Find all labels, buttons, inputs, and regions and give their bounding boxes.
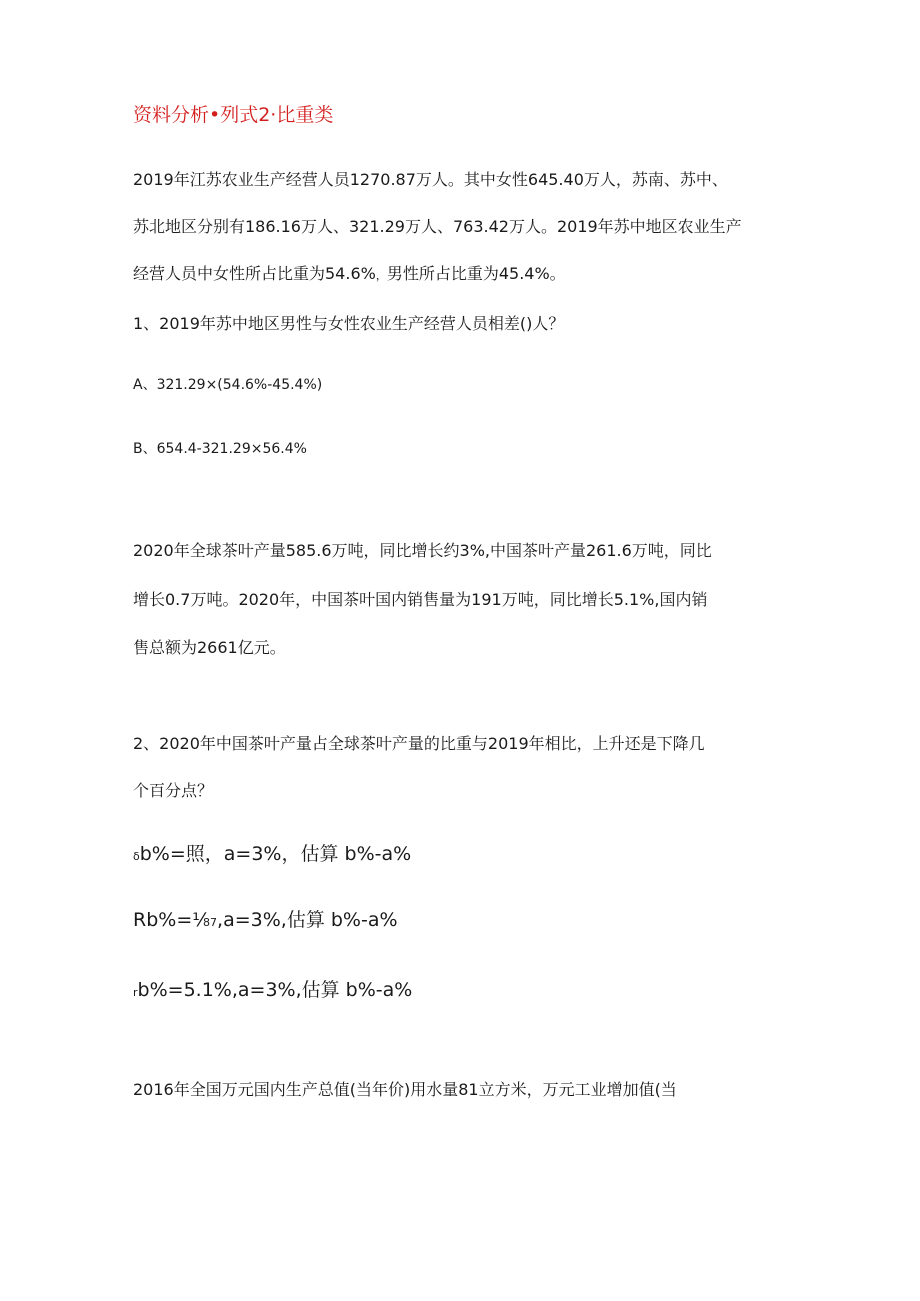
paragraph1-line3-b: 男性所占比重为45.4%。	[386, 264, 566, 283]
paragraph1-separator: ，	[375, 269, 387, 282]
formula-3-prefix: r	[133, 986, 138, 999]
question2-line2: 个百分点？	[133, 781, 214, 800]
question1-text: 1、2019年苏中地区男性与女性农业生产经营人员相差()人？	[133, 314, 565, 333]
formula-1-prefix: δ	[133, 850, 140, 863]
formula-1	[133, 843, 411, 868]
paragraph2-line1: 2020年全球茶叶产量585.6万吨，同比增长约3%,中国茶叶产量261.6万吨，同比	[133, 541, 712, 560]
paragraph1-line3	[133, 263, 566, 287]
page-title: 资料分析•列式2·比重类	[133, 104, 334, 126]
paragraph1-line2: 苏北地区分别有186.16万人、321.29万人、763.42万人。2019年苏中地区农业生产	[133, 217, 742, 236]
paragraph2-line3: 售总额为2661亿元。	[133, 638, 286, 657]
formula-2-main: Rb%=⅟	[133, 909, 204, 931]
formula-2-rest: ,a=3%,估算 b%-a%	[217, 909, 398, 931]
formula-2-sub: 87	[203, 916, 218, 929]
option-b: B、654.4-321.29×56.4%	[133, 441, 307, 457]
formula-2	[133, 909, 398, 934]
paragraph1-line3-a: 经营人员中女性所占比重为54.6%	[133, 264, 376, 283]
paragraph2-line2: 增长0.7万吨。2020年，中国茶叶国内销售量为191万吨，同比增长5.1%,国内销	[133, 590, 708, 609]
formula-3	[133, 979, 412, 1004]
paragraph3-line1: 2016年全国万元国内生产总值(当年价)用水量81立方米，万元工业增加值(当	[133, 1080, 677, 1099]
formula-1-text: b%=照，a=3%，估算 b%-a%	[139, 843, 412, 865]
question2-line1: 2、2020年中国茶叶产量占全球茶叶产量的比重与2019年相比，上升还是下降几	[133, 734, 705, 753]
formula-3-text: b%=5.1%,a=3%,估算 b%-a%	[137, 979, 413, 1001]
paragraph1-line1: 2019年江苏农业生产经营人员1270.87万人。其中女性645.40万人，苏南、苏中、	[133, 170, 728, 189]
option-a: A、321.29×(54.6%-45.4%)	[133, 377, 323, 393]
